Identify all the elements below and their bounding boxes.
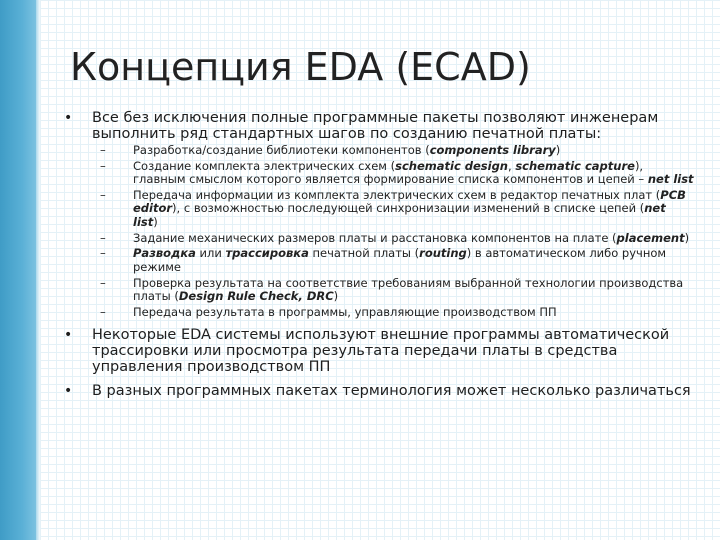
sub-item	[100, 247, 694, 274]
sub-item	[100, 306, 694, 319]
sub-list	[92, 144, 694, 319]
sub-text: или	[195, 246, 226, 261]
term: Разводка	[133, 246, 196, 261]
term: трассировка	[225, 246, 309, 261]
sub-text: Передача информации из комплекта электрических схем в редактор печатных плат (	[133, 188, 661, 203]
term: schematic capture	[515, 158, 635, 173]
bullet-text: Все без исключения полные программные пакеты позволяют инженерам выполнить ряд стандартных шагов по созданию печатной платы:	[92, 110, 659, 142]
bullet-text: В разных программных пакетах терминология может несколько различаться	[92, 383, 691, 400]
dash-glyph: –	[100, 230, 106, 245]
term: components library	[429, 143, 556, 157]
bullet-glyph: •	[64, 383, 73, 400]
bullet-glyph: •	[64, 327, 73, 344]
dash-glyph: –	[100, 143, 106, 157]
sub-text: Проверка результата на соответствие требованиям выбранной технологии производства платы (	[133, 275, 684, 303]
sub-text: )	[153, 214, 158, 229]
term: net list	[647, 172, 694, 187]
dash-glyph: –	[100, 188, 106, 203]
sub-text: Задание механических размеров платы и расстановка компонентов на плате (	[133, 230, 617, 245]
term: net list	[133, 201, 666, 229]
sub-item	[100, 160, 694, 187]
term: routing	[419, 246, 467, 261]
term: placement	[616, 230, 685, 245]
dash-glyph: –	[100, 158, 106, 173]
sub-item	[100, 144, 694, 157]
term: PCB editor	[133, 188, 686, 216]
left-accent-stripe	[0, 0, 40, 540]
dash-glyph: –	[100, 275, 106, 290]
sub-text: ) в автоматическом либо ручном режиме	[133, 246, 667, 274]
sub-text: Создание комплекта электрических схем (	[133, 158, 396, 173]
sub-text: ), главным смыслом которого является формирование списка компонентов и цепей –	[133, 158, 648, 187]
bullet-item	[64, 110, 694, 319]
bullet-item	[64, 383, 694, 399]
term: Design Rule Check, DRC	[178, 288, 334, 303]
sub-item	[100, 232, 694, 245]
slide-title: Концепция EDA (ECAD)	[70, 45, 531, 89]
sub-text: ,	[508, 158, 516, 173]
sub-text: )	[555, 143, 561, 157]
sub-text: Разработка/создание библиотеки компонентов (	[133, 143, 430, 157]
sub-text: ), с возможностью последующей синхронизации изменений в списке цепей (	[172, 201, 645, 216]
sub-text: )	[684, 230, 690, 245]
term: schematic design	[395, 158, 508, 173]
dash-glyph: –	[100, 246, 106, 261]
bullet-glyph: •	[64, 110, 73, 126]
slide-content	[64, 110, 694, 399]
sub-text: печатной платы (	[308, 246, 420, 261]
sub-item	[100, 277, 694, 304]
sub-text: Передача результата в программы, управляющие производством ПП	[133, 304, 557, 319]
bullet-item	[64, 327, 694, 375]
bullet-text: Некоторые EDA системы используют внешние программы автоматической трассировки или просмотра результата передачи платы в средства управления производством ПП	[92, 327, 670, 376]
sub-text: )	[333, 288, 339, 303]
sub-item	[100, 189, 694, 229]
dash-glyph: –	[100, 304, 106, 319]
